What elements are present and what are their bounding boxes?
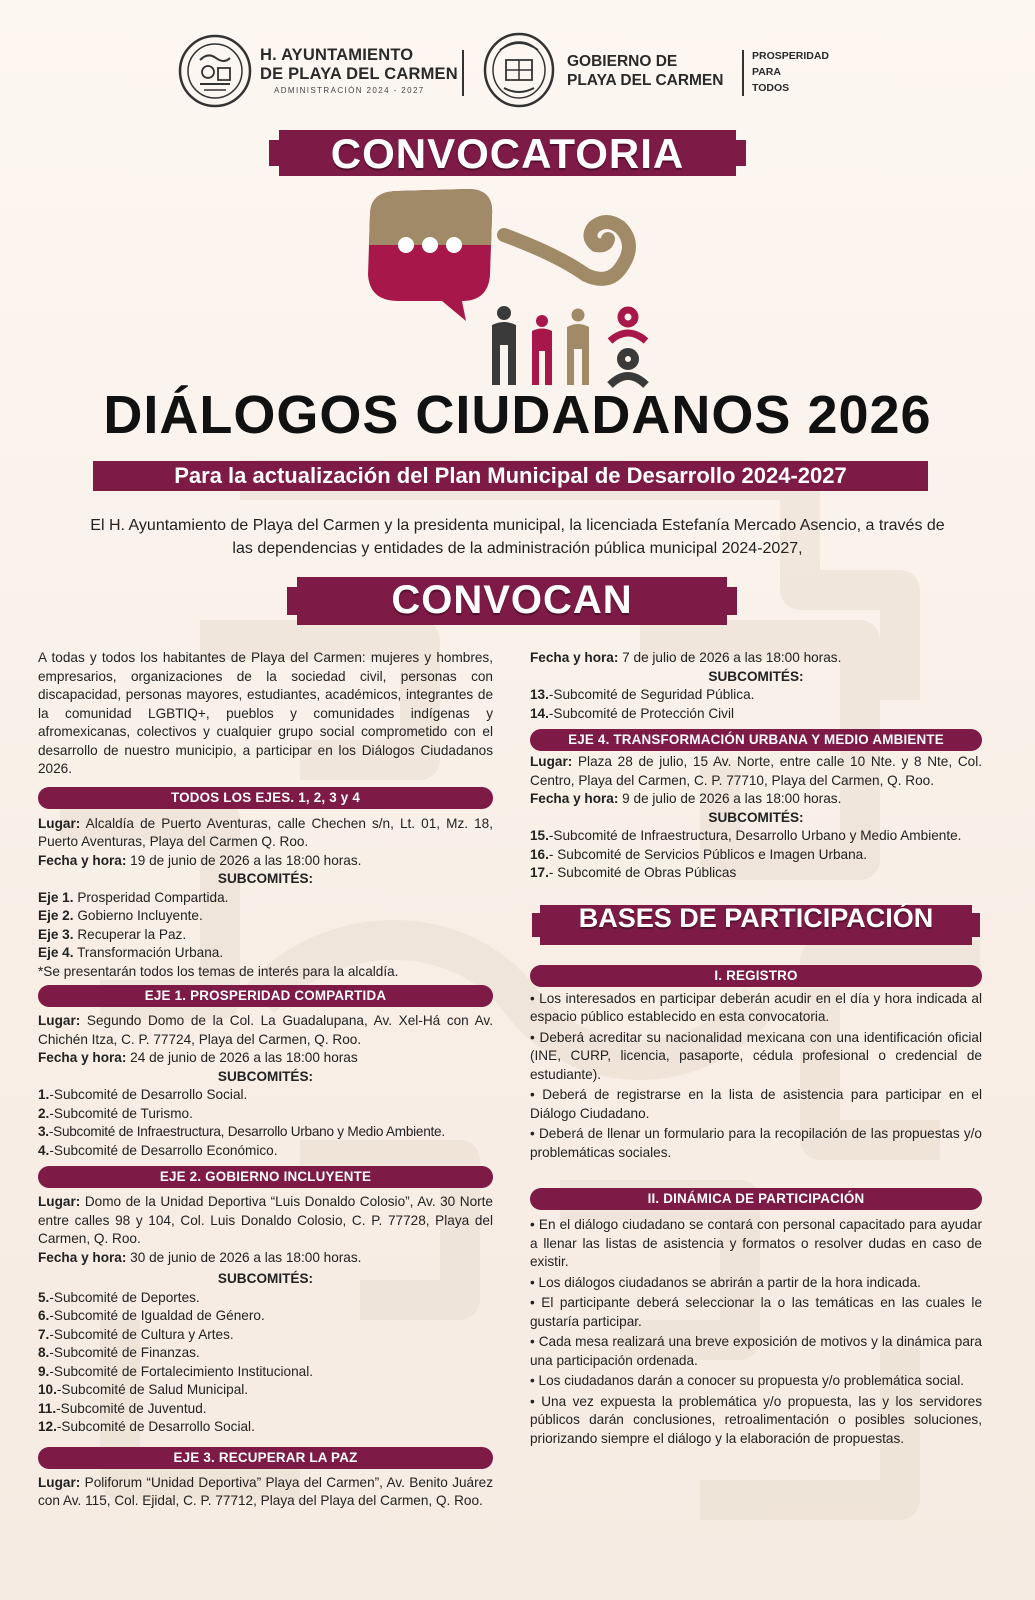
list-item: 2.-Subcomité de Turismo.: [38, 1105, 193, 1121]
ayuntamiento-name: H. AYUNTAMIENTO DE PLAYA DEL CARMEN: [260, 46, 458, 83]
eje4-lugar: Lugar: Plaza 28 de julio, 15 Av. Norte, entre calle 10 Nte. y 8 Nte, Col. Centro, Playa del Carmen, C. P. 77710, Playa del Carmen, Q. Roo.: [530, 754, 982, 788]
eje4-list: [530, 827, 982, 883]
eje2-header: EJE 2. GOBIERNO INCLUYENTE: [38, 1166, 493, 1188]
list-item: 17.- Subcomité de Obras Públicas: [530, 865, 737, 880]
list-item: Eje 3. Recuperar la Paz.: [38, 926, 187, 942]
list-item: 16.- Subcomité de Servicios Públicos e Imagen Urbana.: [530, 846, 868, 862]
eje1-subcomites-label: SUBCOMITÉS:: [217, 1068, 314, 1084]
list-item: • En el diálogo ciudadano se contará con personal capacitado para ayudar a llenar las listas de asistencia y formatos o resolver dudas en caso de existir.: [530, 1216, 982, 1272]
list-item: 4.-Subcomité de Desarrollo Económico.: [38, 1142, 278, 1158]
gobierno-seal-icon: [480, 30, 558, 108]
list-item: • Deberá acreditar su nacionalidad mexicana con una identificación oficial (INE, CURP, licencia, pasaporte, cédula profesional o credencial de estudiante).: [530, 1029, 982, 1085]
list-item: 15.-Subcomité de Infraestructura, Desarrollo Urbano y Medio Ambiente.: [530, 828, 962, 843]
dinamica-header: II. DINÁMICA DE PARTICIPACIÓN: [530, 1188, 982, 1210]
todos-lugar: Lugar: Alcaldía de Puerto Aventuras, calle Chechen s/n, Lt. 01, Mz. 18, Puerto Aventuras, Playa del Carmen Q. Roo.: [38, 815, 493, 849]
bases-banner: [528, 903, 984, 947]
bases-title: BASES DE PARTICIPACIÓN: [578, 902, 934, 933]
registro-header: I. REGISTRO: [530, 965, 982, 987]
eje2-subcomites-label: SUBCOMITÉS:: [217, 1271, 314, 1286]
eje1-fecha: Fecha y hora: 24 de junio de 2026 a las 18:00 horas: [38, 1050, 358, 1065]
invitation-paragraph: A todas y todos los habitantes de Playa del Carmen: mujeres y hombres, empresarios, organizaciones de la sociedad civil, personas con discapacidad, personas mayores, estudiantes, académicos, integrantes de la comunidad LGBTIQ+, pueblos y comunidades indígenas y afromexicanas, colectivos y cualquier grupo social comprometido con el desarrollo de nuestro municipio, a participar en los Diálogos Ciudadanos 2026.: [38, 650, 493, 776]
eje1-header: EJE 1. PROSPERIDAD COMPARTIDA: [38, 985, 493, 1007]
dialogue-illustration-icon: [358, 185, 658, 390]
list-item: • Los ciudadanos darán a conocer su propuesta y/o problemática social.: [530, 1372, 982, 1391]
left-column: [38, 649, 493, 1511]
todos-fecha: Fecha y hora: 19 de junio de 2026 a las 18:00 horas.: [38, 852, 362, 868]
eje3-list: [530, 686, 982, 723]
convocatoria-title: CONVOCATORIA: [330, 130, 685, 177]
main-title: DIÁLOGOS CIUDADANOS 2026: [103, 385, 932, 445]
eje4-subcomites-label: SUBCOMITÉS:: [708, 809, 804, 825]
list-item: 3.-Subcomité de Infraestructura, Desarrollo Urbano y Medio Ambiente.: [38, 1124, 445, 1139]
eje3-subcomites-label: SUBCOMITÉS:: [708, 668, 804, 684]
convocan-title: CONVOCAN: [391, 578, 633, 622]
todos-header: TODOS LOS EJES. 1, 2, 3 y 4: [38, 787, 493, 809]
header-divider: [742, 50, 744, 96]
header: [178, 30, 878, 116]
dinamica-list: [530, 1216, 982, 1448]
eje1-list: [38, 1086, 493, 1160]
eje4-fecha: Fecha y hora: 9 de julio de 2026 a las 18:00 horas.: [530, 791, 842, 806]
list-item: 11.-Subcomité de Juventud.: [38, 1400, 207, 1416]
list-item: • El participante deberá seleccionar la o las temáticas en las cuales le gustaría participar.: [530, 1294, 982, 1331]
list-item: 6.-Subcomité de Igualdad de Género.: [38, 1308, 265, 1323]
eje4-header: EJE 4. TRANSFORMACIÓN URBANA Y MEDIO AMBIENTE: [530, 729, 982, 751]
list-item: Eje 1. Prosperidad Compartida.: [38, 889, 229, 905]
eje1-lugar: Lugar: Segundo Domo de la Col. La Guadalupana, Av. Xel-Há con Av. Chichén Itza, C. P. 77724, Playa del Carmen, Q. Roo.: [38, 1013, 493, 1047]
list-item: • Deberá de registrarse en la lista de asistencia para participar en el Diálogo Ciudadano.: [530, 1086, 982, 1123]
list-item: • Cada mesa realizará una breve exposición de motivos y la dinámica para una participación ordenada.: [530, 1333, 982, 1370]
eje3-header: EJE 3. RECUPERAR LA PAZ: [38, 1447, 493, 1469]
list-item: Eje 4. Transformación Urbana.: [38, 945, 224, 960]
convocatoria-banner: [265, 124, 750, 182]
list-item: • Una vez expuesta la problemática y/o propuesta, las y los servidores públicos darán conclusiones, retroalimentación o posibles soluciones, priorizando siempre el diálogo y la elaboración de propuestas.: [530, 1393, 982, 1449]
right-column: [530, 649, 982, 1448]
list-item: 8.-Subcomité de Finanzas.: [38, 1345, 200, 1360]
registro-list: [530, 990, 982, 1163]
eje2-list: [38, 1289, 493, 1437]
list-item: 1.-Subcomité de Desarrollo Social.: [38, 1087, 248, 1102]
list-item: • Los interesados en participar deberán acudir en el día y hora indicada al espacio público establecido en esta convocatoria.: [530, 990, 982, 1027]
list-item: 9.-Subcomité de Fortalecimiento Institucional.: [38, 1363, 314, 1379]
administration-period: ADMINISTRACIÓN 2024 - 2027: [274, 86, 425, 95]
list-item: 14.-Subcomité de Protección Civil: [530, 705, 735, 721]
list-item: 5.-Subcomité de Deportes.: [38, 1289, 200, 1305]
header-divider: [462, 50, 464, 96]
list-item: 10.-Subcomité de Salud Municipal.: [38, 1382, 249, 1397]
list-item: Eje 2. Gobierno Incluyente.: [38, 908, 203, 923]
eje3-fecha: Fecha y hora: 7 de julio de 2026 a las 18:00 horas.: [530, 650, 842, 665]
todos-subcomites-label: SUBCOMITÉS:: [217, 871, 314, 886]
eje3-lugar: Lugar: Poliforum “Unidad Deportiva” Playa del Carmen”, Av. Benito Juárez con Av. 115, Col. Ejidal, C. P. 77712, Playa del Playa del Carmen, Q. Roo.: [38, 1474, 493, 1508]
eje2-fecha: Fecha y hora: 30 de junio de 2026 a las 18:00 horas.: [38, 1249, 362, 1265]
list-item: 12.-Subcomité de Desarrollo Social.: [38, 1419, 255, 1434]
subtitle: Para la actualización del Plan Municipal de Desarrollo 2024-2027: [93, 461, 928, 491]
convocan-banner: [283, 573, 741, 629]
todos-note: *Se presentarán todos los temas de interés para la alcaldía.: [38, 963, 399, 979]
slogan: PROSPERIDAD PARA TODOS: [752, 50, 830, 94]
gobierno-name: GOBIERNO DE PLAYA DEL CARMEN: [567, 53, 724, 89]
ayuntamiento-seal-icon: [178, 34, 252, 108]
list-item: • Los diálogos ciudadanos se abrirán a partir de la hora indicada.: [530, 1274, 982, 1293]
eje2-lugar: Lugar: Domo de la Unidad Deportiva “Luis Donaldo Colosio”, Av. 30 Norte entre calles 98 y 104, Col. Luis Donaldo Colosio, C. P. 77728, Playa del Carmen, Q. Roo.: [38, 1194, 493, 1246]
list-item: 13.-Subcomité de Seguridad Pública.: [530, 687, 755, 702]
list-item: • Deberá de llenar un formulario para la recopilación de las propuestas y/o problemáticas sociales.: [530, 1125, 982, 1162]
todos-ejes-list: [38, 889, 493, 963]
intro-paragraph: El H. Ayuntamiento de Playa del Carmen y la presidenta municipal, la licenciada Estefanía Mercado Asencio, a través de las dependencias y entidades de la administración pública municipal 2024-2027,: [90, 517, 945, 557]
list-item: 7.-Subcomité de Cultura y Artes.: [38, 1326, 234, 1342]
